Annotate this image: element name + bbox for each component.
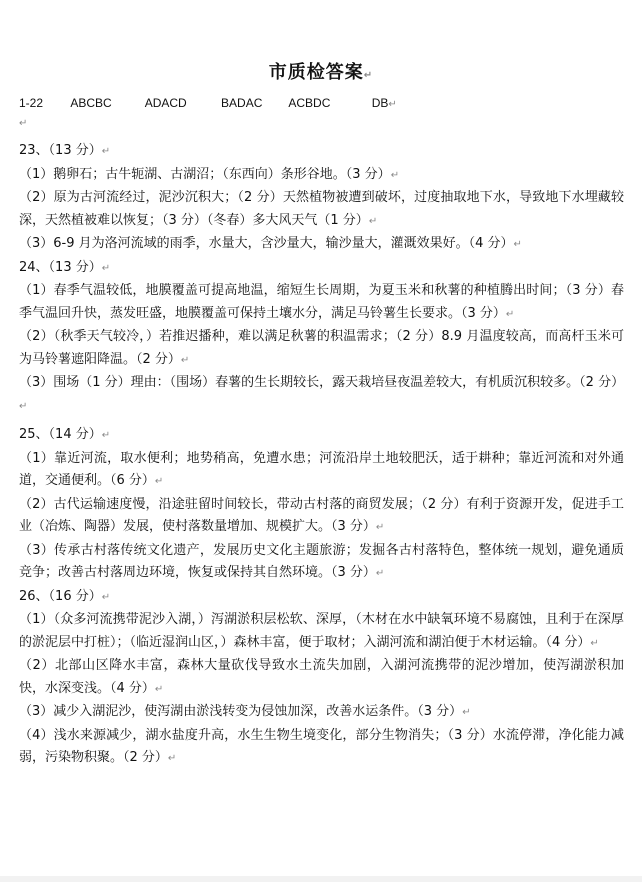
answer-text: （3）减少入湖泥沙，使泻湖由淤浅转变为侵蚀加深，改善水运条件。（3 分） bbox=[19, 704, 463, 719]
paragraph-mark-icon: ↵ bbox=[390, 169, 400, 181]
question-heading-text: 24、（13 分） bbox=[19, 259, 102, 275]
paragraph-mark-icon: ↵ bbox=[19, 400, 28, 412]
question-heading-text: 25、（14 分） bbox=[19, 427, 102, 442]
answer-text: （2）古代运输速度慢，沿途驻留时间较长，带动古村落的商贸发展；（2 分）有利于资源开发，促进手工业（冶炼、陶器）发展，使村落数量增加、规模扩大。（3 分） bbox=[19, 496, 624, 534]
answer-paragraph bbox=[19, 725, 624, 771]
mcq-group-2: ADACD bbox=[144, 96, 187, 110]
answer-text: （1）（众多河流携带泥沙入湖，）泻湖淤积层松软、深厚，（木材在水中缺氧环境不易腐蚀，且利于在深厚的淤泥层中打桩）；（临近湿润山区，）森林丰富，便于取材；入湖河流和湖泊便于木材运输。（4 分） bbox=[19, 612, 624, 650]
answer-paragraph bbox=[19, 494, 624, 540]
mcq-group-3: BADAC bbox=[221, 96, 263, 110]
paragraph-mark-icon: ↵ bbox=[375, 522, 385, 533]
paragraph-mark-icon: ↵ bbox=[101, 262, 111, 274]
answer-paragraph bbox=[19, 372, 624, 418]
answer-text: （2）原为古河流经过，泥沙沉积大；（2 分）天然植物被遭到破坏，过度抽取地下水，导致地下水埋藏较深，天然植被难以恢复；（3 分）（冬春）多大风天气（1 分） bbox=[19, 190, 624, 228]
paragraph-mark-icon: ↵ bbox=[167, 753, 177, 764]
paragraph-mark-icon: ↵ bbox=[363, 70, 374, 81]
page-title bbox=[0, 58, 642, 84]
paragraph-mark-icon: ↵ bbox=[388, 99, 397, 110]
mcq-answer-row bbox=[19, 96, 397, 110]
question-heading bbox=[19, 424, 624, 448]
answer-paragraph bbox=[19, 540, 624, 586]
answer-text: （1）靠近河流，取水便利；地势稍高，免遭水患；河流沿岸土地较肥沃，适于耕种；靠近河流和对外通道，交通便利。（6 分） bbox=[19, 450, 624, 488]
paragraph-mark-icon: ↵ bbox=[19, 118, 28, 129]
answer-paragraph bbox=[19, 609, 624, 655]
paragraph-mark-icon: ↵ bbox=[513, 239, 522, 250]
paragraph-mark-icon: ↵ bbox=[101, 146, 111, 157]
question-heading-text: 26、（16 分） bbox=[19, 588, 102, 604]
paragraph-mark-icon: ↵ bbox=[368, 215, 378, 227]
paragraph-mark-icon: ↵ bbox=[375, 568, 385, 579]
mcq-group-4: ACBDC bbox=[288, 96, 331, 110]
paragraph-mark-icon: ↵ bbox=[505, 308, 515, 320]
answer-text: （4）浅水来源减少，湖水盐度升高，水生生物生境变化，部分生物消失；（3 分）水流停滞，净化能力减弱，污染物积聚。（2 分） bbox=[19, 727, 624, 765]
paragraph-mark-icon: ↵ bbox=[154, 683, 164, 695]
answer-paragraph bbox=[19, 233, 624, 257]
answer-paragraph bbox=[19, 164, 624, 188]
question-heading-text: 23、（13 分） bbox=[19, 143, 102, 158]
page-bottom-edge bbox=[0, 876, 642, 882]
mcq-group-1: ABCBC bbox=[70, 96, 112, 110]
paragraph-mark-icon: ↵ bbox=[590, 637, 599, 649]
title-text: 市质检答案 bbox=[268, 62, 364, 83]
answer-paragraph bbox=[19, 187, 624, 233]
question-heading bbox=[19, 140, 624, 164]
paragraph-mark-icon: ↵ bbox=[101, 591, 111, 603]
answer-body bbox=[19, 140, 624, 771]
mcq-group-5: DB bbox=[371, 96, 389, 110]
answer-text: （1）春季气温较低，地膜覆盖可提高地温，缩短生长周期，为夏玉米和秋薯的种植腾出时间；（3 分）春季气温回升快，蒸发旺盛，地膜覆盖可保持土壤水分，满足马铃薯生长要求。（3 分） bbox=[19, 283, 624, 321]
question-heading bbox=[19, 257, 624, 281]
answer-text: （3）6-9 月为洛河流域的雨季，水量大，含沙量大，输沙量大，灌溉效果好。（4 分） bbox=[19, 236, 514, 251]
paragraph-mark-icon: ↵ bbox=[180, 354, 190, 366]
answer-text: （3）围场（1 分）理由：（围场）春薯的生长期较长，露天栽培昼夜温差较大，有机质沉积较多。（2 分） bbox=[19, 375, 625, 390]
paragraph-mark-icon: ↵ bbox=[154, 476, 164, 487]
answer-paragraph bbox=[19, 326, 624, 372]
answer-paragraph bbox=[19, 280, 624, 326]
answer-paragraph bbox=[19, 701, 624, 725]
answer-paragraph bbox=[19, 448, 624, 494]
answer-paragraph bbox=[19, 655, 624, 701]
answer-text: （1）鹅卵石；古牛轭湖、古湖沼；（东西向）条形谷地。（3 分） bbox=[19, 166, 391, 182]
question-heading bbox=[19, 586, 624, 610]
mcq-range: 1-22 bbox=[19, 96, 44, 110]
answer-text: （3）传承古村落传统文化遗产，发展历史文化主题旅游；发掘各古村落特色，整体统一规划，避免通质竞争；改善古村落周边环境，恢复或保持其自然环境。（3 分） bbox=[19, 542, 624, 580]
answer-text: （2）（秋季天气较冷，）若推迟播种，难以满足秋薯的积温需求；（2 分）8.9 月温度较高，而高杆玉米可为马铃薯遮阳降温。（2 分） bbox=[19, 329, 624, 367]
paragraph-mark-icon: ↵ bbox=[462, 707, 471, 718]
answer-text: （2）北部山区降水丰富，森林大量砍伐导致水土流失加剧，入湖河流携带的泥沙增加，使泻湖淤积加快，水深变浅。（4 分） bbox=[19, 658, 624, 696]
paragraph-mark-icon: ↵ bbox=[101, 430, 111, 441]
